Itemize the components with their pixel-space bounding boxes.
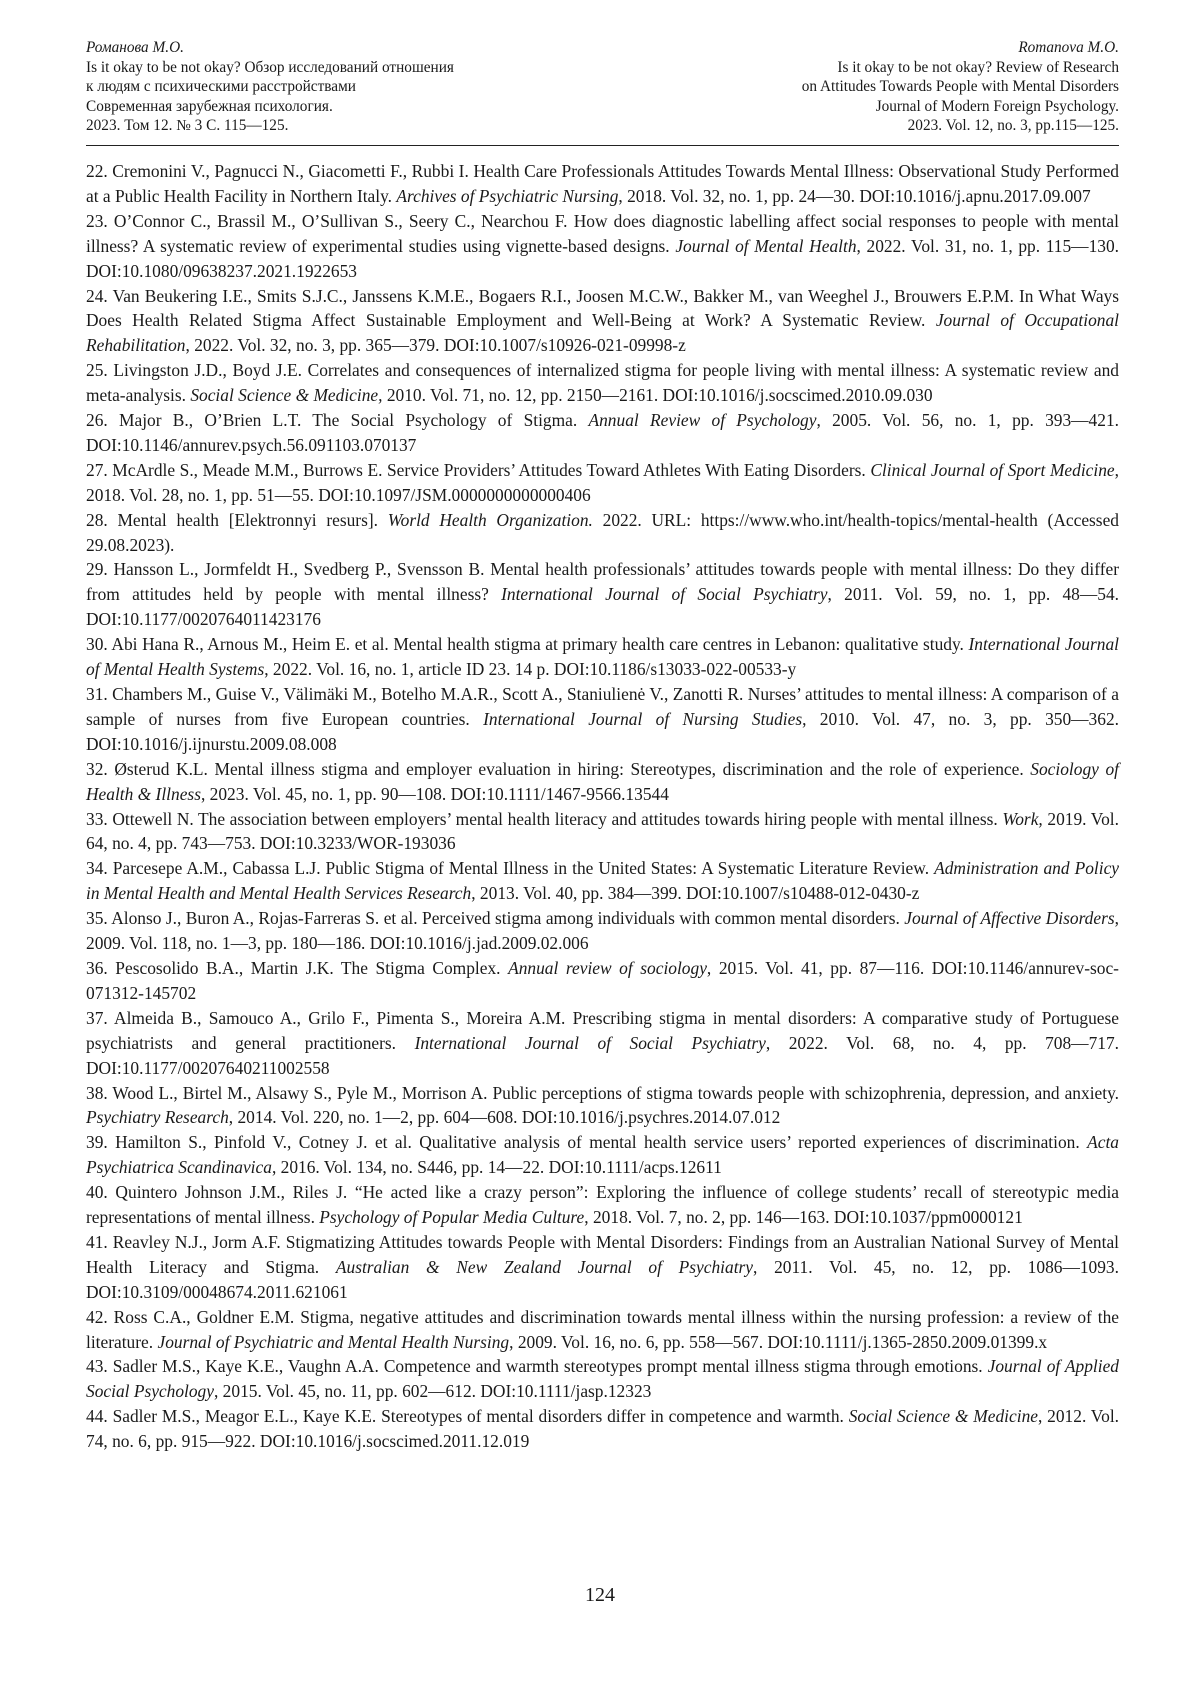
reference-text: 24. Van Beukering I.E., Smits S.J.C., Janssens K.M.E., Bogaers R.I., Joosen M.C.W., Bakker M., van Weeghel J., Brouwers E.P.M. In What Ways Does Health Related Stigma Affect Sustainable Employment and Well-Being at Work? A Systematic Review. [86, 285, 1119, 331]
reference-item [86, 807, 1119, 857]
reference-text: 28. Mental health [Elektronnyi resurs]. [86, 509, 388, 530]
reference-details: , 2018. Vol. 28, no. 1, pp. 51—55. DOI:10.1097/JSM.0000000000000406 [86, 459, 1120, 505]
reference-details: 2022. URL: https://www.who.int/health-topics/mental-health (Accessed 29.08.2023). [86, 509, 1119, 555]
page [86, 38, 1119, 1454]
running-header [86, 38, 1119, 136]
reference-details: 2019. Vol. 64, no. 4, pp. 743—753. DOI:10.3233/WOR-193036 [86, 808, 1119, 854]
reference-details: , 2022. Vol. 16, no. 1, article ID 23. 14 p. DOI:10.1186/s13033-022-00533-y [264, 659, 797, 680]
reference-details: , 2018. Vol. 32, no. 1, pp. 24—30. DOI:10.1016/j.apnu.2017.09.007 [618, 185, 1091, 206]
reference-details: , 2022. Vol. 31, no. 1, pp. 115—130. DOI:10.1080/09638237.2021.1922653 [86, 235, 1120, 281]
reference-item [86, 682, 1119, 757]
reference-details: , 2013. Vol. 40, pp. 384—399. DOI:10.1007/s10488-012-0430-z [471, 883, 920, 904]
header-left [86, 38, 454, 136]
reference-journal: Social Science & Medicine [848, 1406, 1038, 1427]
reference-text: 39. Hamilton S., Pinfold V., Cotney J. et al. Qualitative analysis of mental health service users’ reported experiences of discrimination. [86, 1132, 1088, 1153]
reference-journal: Sociology of Health & Illness [86, 758, 1119, 804]
reference-item [86, 1130, 1119, 1180]
reference-item [86, 1081, 1119, 1131]
header-right-line: 2023. Vol. 12, no. 3, pp.115—125. [907, 117, 1119, 135]
reference-item [86, 458, 1119, 508]
header-right-line: on Attitudes Towards People with Mental Disorders [801, 78, 1119, 96]
reference-details: , 2015. Vol. 45, no. 11, pp. 602—612. DOI:10.1111/jasp.12323 [213, 1381, 652, 1402]
reference-text: 43. Sadler M.S., Kaye K.E., Vaughn A.A. Competence and warmth stereotypes prompt mental illness stigma through emotions. [86, 1356, 988, 1377]
reference-details: , 2009. Vol. 118, no. 1—3, pp. 180—186. DOI:10.1016/j.jad.2009.02.006 [86, 908, 1119, 954]
reference-text: 42. Ross C.A., Goldner E.M. Stigma, negative attitudes and discrimination towards mental illness within the nursing profession: a review of the literature. [86, 1306, 1119, 1352]
reference-item [86, 906, 1119, 956]
reference-journal: Psychiatry Research [86, 1107, 229, 1128]
reference-text: 34. Parcesepe A.M., Cabassa L.J. Public Stigma of Mental Illness in the United States: A Systematic Literature Review. [86, 858, 935, 879]
reference-item [86, 956, 1119, 1006]
reference-item [86, 856, 1119, 906]
reference-details: , 2005. Vol. 56, no. 1, pp. 393—421. DOI:10.1146/annurev.psych.56.091103.070137 [86, 410, 1119, 455]
reference-text: 41. Reavley N.J., Jorm A.F. Stigmatizing Attitudes towards People with Mental Disorders: Findings from an Australian National Survey of Mental Health Literacy and Stigma. [86, 1231, 1119, 1277]
reference-journal: Australian & New Zealand Journal of Psychiatry [335, 1256, 754, 1277]
reference-text: 26. Major B., O’Brien L.T. The Social Psychology of Stigma. [86, 410, 589, 431]
reference-item [86, 1305, 1119, 1355]
reference-text: 23. O’Connor C., Brassil M., O’Sullivan S., Seery C., Nearchou F. How does diagnostic labelling affect social responses to people with mental illness? A systematic review of experimental studies using vignette-based designs. [86, 210, 1119, 256]
header-left-line: Современная зарубежная психология. [86, 97, 333, 115]
reference-journal: Social Science & Medicine, [190, 385, 383, 406]
reference-details: , 2009. Vol. 16, no. 6, pp. 558—567. DOI:10.1111/j.1365-2850.2009.01399.x [509, 1331, 1048, 1352]
reference-text: 37. Almeida B., Samouco A., Grilo F., Pimenta S., Moreira A.M. Prescribing stigma in mental disorders: A comparative study of Portuguese psychiatrists and general practitioners. [86, 1007, 1119, 1053]
reference-journal: Journal of Psychiatric and Mental Health Nursing [157, 1331, 510, 1352]
reference-text: 29. Hansson L., Jormfeldt H., Svedberg P., Svensson B. Mental health professionals’ attitudes towards people with mental illness: Do they differ from attitudes held by people with mental illness? [86, 559, 1119, 605]
reference-list [86, 159, 1119, 1454]
reference-details: , 2011. Vol. 45, no. 12, pp. 1086—1093. DOI:10.3109/00048674.2011.621061 [86, 1256, 1119, 1302]
reference-details: , 2014. Vol. 220, no. 1—2, pp. 604—608. DOI:10.1016/j.psychres.2014.07.012 [228, 1107, 781, 1128]
reference-text: 31. Chambers M., Guise V., Välimäki M., Botelho M.A.R., Scott A., Staniulienė V., Zanotti R. Nurses’ attitudes to mental illness: A comparison of a sample of nurses from five European countries. [86, 684, 1119, 729]
reference-text: 36. Pescosolido B.A., Martin J.K. The Stigma Complex. [86, 957, 509, 978]
reference-journal: Psychology of Popular Media Culture [319, 1207, 585, 1228]
reference-item [86, 557, 1119, 632]
reference-journal: Journal of Applied Social Psychology [86, 1356, 1119, 1402]
reference-text: 33. Ottewell N. The association between employers’ mental health literacy and attitudes towards hiring people with mental illness. [86, 808, 1003, 829]
page-number: 124 [585, 1584, 615, 1606]
reference-details: , 2023. Vol. 45, no. 1, pp. 90—108. DOI:10.1111/1467-9566.13544 [200, 783, 669, 804]
reference-details: , 2015. Vol. 41, pp. 87—116. DOI:10.1146/annurev-soc-071312-145702 [86, 957, 1119, 1003]
reference-details: , 2012. Vol. 74, no. 6, pp. 915—922. DOI:10.1016/j.socscimed.2011.12.019 [86, 1406, 1119, 1452]
reference-details: , 2018. Vol. 7, no. 2, pp. 146—163. DOI:10.1037/ppm0000121 [584, 1207, 1023, 1228]
header-left-line: к людям с психическими расстройствами [86, 78, 356, 96]
reference-details: 2010. Vol. 71, no. 12, pp. 2150—2161. DOI:10.1016/j.socscimed.2010.09.030 [382, 385, 933, 406]
reference-journal: Journal of Occupational Rehabilitation [86, 310, 1119, 356]
reference-journal: Annual Review of Psychology [588, 410, 817, 431]
reference-item [86, 1180, 1119, 1230]
reference-details: , 2016. Vol. 134, no. S446, pp. 14—22. DOI:10.1111/acps.12611 [271, 1157, 722, 1178]
reference-text: 30. Abi Hana R., Arnous M., Heim E. et al. Mental health stigma at primary health care centres in Lebanon: qualitative study. [86, 634, 969, 655]
header-rule [86, 145, 1119, 146]
reference-journal: Annual review of sociology [508, 957, 707, 978]
reference-item [86, 632, 1119, 682]
header-right [802, 38, 1119, 136]
reference-text: 32. Østerud K.L. Mental illness stigma and employer evaluation in hiring: Stereotypes, discrimination and the role of experience. [86, 758, 1031, 779]
reference-details: , 2022. Vol. 32, no. 3, pp. 365—379. DOI:10.1007/s10926-021-09998-z [185, 335, 686, 356]
header-left-author: Романова М.О. [86, 39, 184, 56]
reference-item [86, 358, 1119, 408]
reference-journal: World Health Organization. [387, 509, 593, 530]
reference-journal: Clinical Journal of Sport Medicine [870, 459, 1115, 480]
reference-journal: International Journal of Mental Health Systems [86, 634, 1119, 680]
reference-journal: Administration and Policy in Mental Health and Mental Health Services Research [86, 858, 1120, 904]
reference-item [86, 284, 1119, 359]
reference-journal: International Journal of Nursing Studies [483, 708, 803, 729]
reference-item [86, 508, 1119, 558]
reference-details: , 2011. Vol. 59, no. 1, pp. 48—54. DOI:10.1177/0020764011423176 [86, 584, 1119, 630]
reference-item [86, 1006, 1119, 1081]
reference-item [86, 1230, 1119, 1305]
reference-text: 22. Cremonini V., Pagnucci N., Giacometti F., Rubbi I. Health Care Professionals Attitudes Towards Mental Illness: Observational Study Performed at a Public Health Facility in Northern Italy. [86, 160, 1119, 206]
reference-text: 35. Alonso J., Buron A., Rojas-Farreras S. et al. Perceived stigma among individuals with common mental disorders. [86, 908, 905, 929]
reference-item [86, 159, 1119, 209]
reference-journal: Archives of Psychiatric Nursing [396, 185, 619, 206]
reference-details: , 2010. Vol. 47, no. 3, pp. 350—362. DOI:10.1016/j.ijnurstu.2009.08.008 [86, 708, 1119, 754]
reference-journal: Work, [1002, 808, 1043, 829]
reference-text: 27. McArdle S., Meade M.M., Burrows E. Service Providers’ Attitudes Toward Athletes With Eating Disorders. [86, 459, 871, 480]
reference-item [86, 408, 1119, 458]
header-right-author: Romanova M.O. [1018, 39, 1119, 56]
reference-journal: Journal of Mental Health [675, 235, 857, 256]
header-left-line: Is it okay to be not okay? Обзор исследований отношения [86, 58, 454, 76]
reference-journal: International Journal of Social Psychiatry [501, 584, 828, 605]
reference-journal: International Journal of Social Psychiatry [414, 1032, 766, 1053]
reference-journal: Journal of Affective Disorders [904, 908, 1115, 929]
reference-item [86, 1354, 1119, 1404]
reference-text: 40. Quintero Johnson J.M., Riles J. “He acted like a crazy person”: Exploring the influence of college students’ recall of stereotypic media representations of mental illness. [86, 1182, 1119, 1228]
reference-text: 25. Livingston J.D., Boyd J.E. Correlates and consequences of internalized stigma for people living with mental illness: A systematic review and meta-analysis. [86, 360, 1119, 406]
reference-item [86, 757, 1119, 807]
reference-text: 38. Wood L., Birtel M., Alsawy S., Pyle M., Morrison A. Public perceptions of stigma towards people with schizophrenia, depression, and anxiety. [86, 1082, 1119, 1103]
header-right-line: Journal of Modern Foreign Psychology. [875, 97, 1119, 115]
reference-details: , 2022. Vol. 68, no. 4, pp. 708—717. DOI:10.1177/00207640211002558 [86, 1032, 1119, 1078]
header-right-line: Is it okay to be not okay? Review of Research [837, 58, 1119, 76]
header-left-line: 2023. Том 12. № 3 С. 115—125. [86, 117, 289, 135]
reference-text: 44. Sadler M.S., Meagor E.L., Kaye K.E. Stereotypes of mental disorders differ in competence and warmth. [86, 1406, 849, 1427]
reference-item [86, 1404, 1119, 1454]
reference-journal: Acta Psychiatrica Scandinavica [86, 1132, 1119, 1178]
reference-item [86, 209, 1119, 284]
